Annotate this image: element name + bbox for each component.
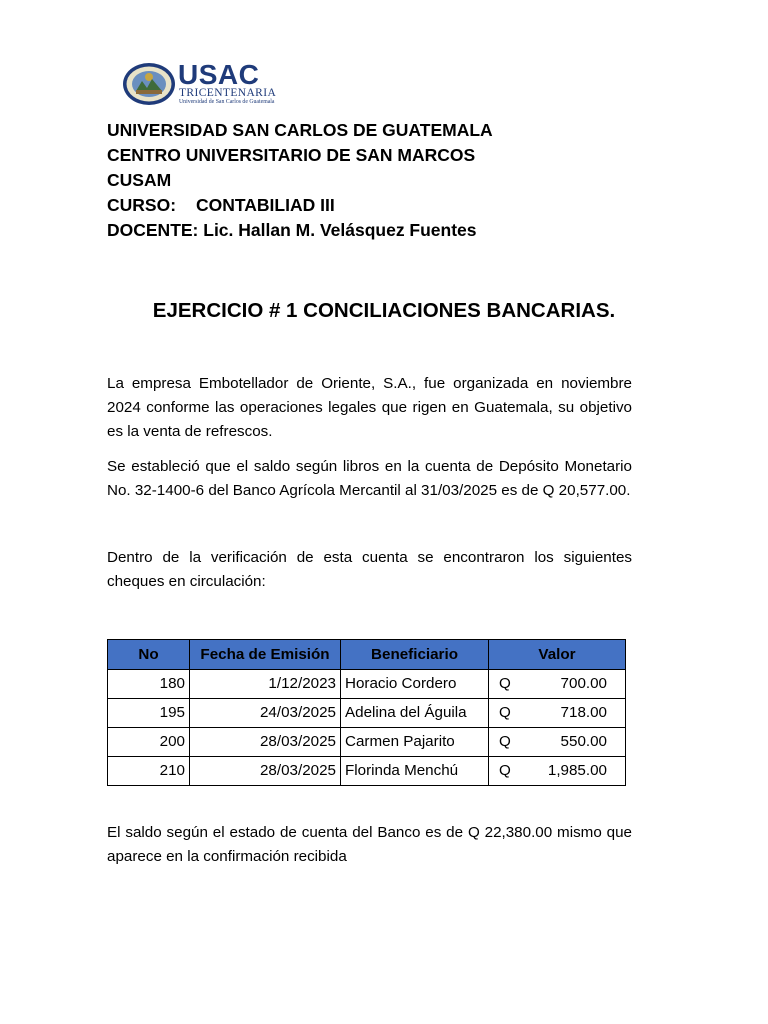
cell-fecha: 28/03/2025 xyxy=(190,757,341,786)
document-header xyxy=(107,118,493,243)
cell-no: 210 xyxy=(108,757,190,786)
cell-beneficiario: Carmen Pajarito xyxy=(341,728,489,757)
table-row xyxy=(108,670,626,699)
paragraph-checks-intro: Dentro de la verificación de esta cuenta se encontraron los siguientes cheques en circulación: xyxy=(107,549,632,590)
exercise-title: EJERCICIO # 1 CONCILIACIONES BANCARIAS. xyxy=(152,299,616,322)
usac-logo xyxy=(122,60,292,110)
paragraph-book-balance: Se estableció que el saldo según libros en la cuenta de Depósito Monetario No. 32-1400-6 del Banco Agrícola Mercantil al 31/03/2025 es de Q 20,577.00. xyxy=(107,458,632,499)
cell-no: 200 xyxy=(108,728,190,757)
cell-amount: 700.00 xyxy=(560,675,607,693)
column-header-valor: Valor xyxy=(489,640,626,670)
course-label: CURSO: xyxy=(107,195,177,215)
cell-valor xyxy=(489,670,626,699)
column-header-beneficiario: Beneficiario xyxy=(341,640,489,670)
table-row xyxy=(108,728,626,757)
cell-fecha: 1/12/2023 xyxy=(190,670,341,699)
center-acronym: CUSAM xyxy=(107,170,172,190)
cell-currency: Q xyxy=(499,733,511,751)
cell-beneficiario: Horacio Cordero xyxy=(341,670,489,699)
paragraph-company: La empresa Embotellador de Oriente, S.A., fue organizada en noviembre 2024 conforme las operaciones legales que rigen en Guatemala, su objetivo es la venta de refrescos. xyxy=(107,375,632,440)
cell-currency: Q xyxy=(499,762,511,780)
table-row xyxy=(108,699,626,728)
cell-valor xyxy=(489,699,626,728)
cell-beneficiario: Florinda Menchú xyxy=(341,757,489,786)
column-header-fecha: Fecha de Emisión xyxy=(190,640,341,670)
cell-amount: 1,985.00 xyxy=(547,762,607,780)
cell-amount: 550.00 xyxy=(560,733,607,751)
cell-beneficiario: Adelina del Águila xyxy=(341,699,489,728)
logo-tagline: TRICENTENARIA xyxy=(179,87,277,99)
usac-seal-icon xyxy=(122,61,176,107)
table-row xyxy=(108,757,626,786)
cell-amount: 718.00 xyxy=(560,704,607,722)
paragraph-bank-balance: El saldo según el estado de cuenta del Banco es de Q 22,380.00 mismo que aparece en la confirmación recibida xyxy=(107,824,632,865)
cell-currency: Q xyxy=(499,675,511,693)
course-value: CONTABILIAD III xyxy=(196,195,335,215)
center-name: CENTRO UNIVERSITARIO DE SAN MARCOS xyxy=(107,145,476,165)
cell-valor xyxy=(489,728,626,757)
cell-no: 180 xyxy=(108,670,190,699)
course-line xyxy=(107,193,493,218)
column-header-no: No xyxy=(108,640,190,670)
cell-fecha: 28/03/2025 xyxy=(190,728,341,757)
cell-currency: Q xyxy=(499,704,511,722)
cell-no: 195 xyxy=(108,699,190,728)
logo-name: USAC xyxy=(178,59,260,90)
university-name: UNIVERSIDAD SAN CARLOS DE GUATEMALA xyxy=(107,120,493,140)
logo-subtitle: Universidad de San Carlos de Guatemala xyxy=(179,99,275,105)
cell-valor xyxy=(489,757,626,786)
table-header-row xyxy=(108,640,626,670)
cell-fecha: 24/03/2025 xyxy=(190,699,341,728)
teacher-line: DOCENTE: Lic. Hallan M. Velásquez Fuentes xyxy=(107,220,477,240)
outstanding-checks-table xyxy=(107,639,626,786)
